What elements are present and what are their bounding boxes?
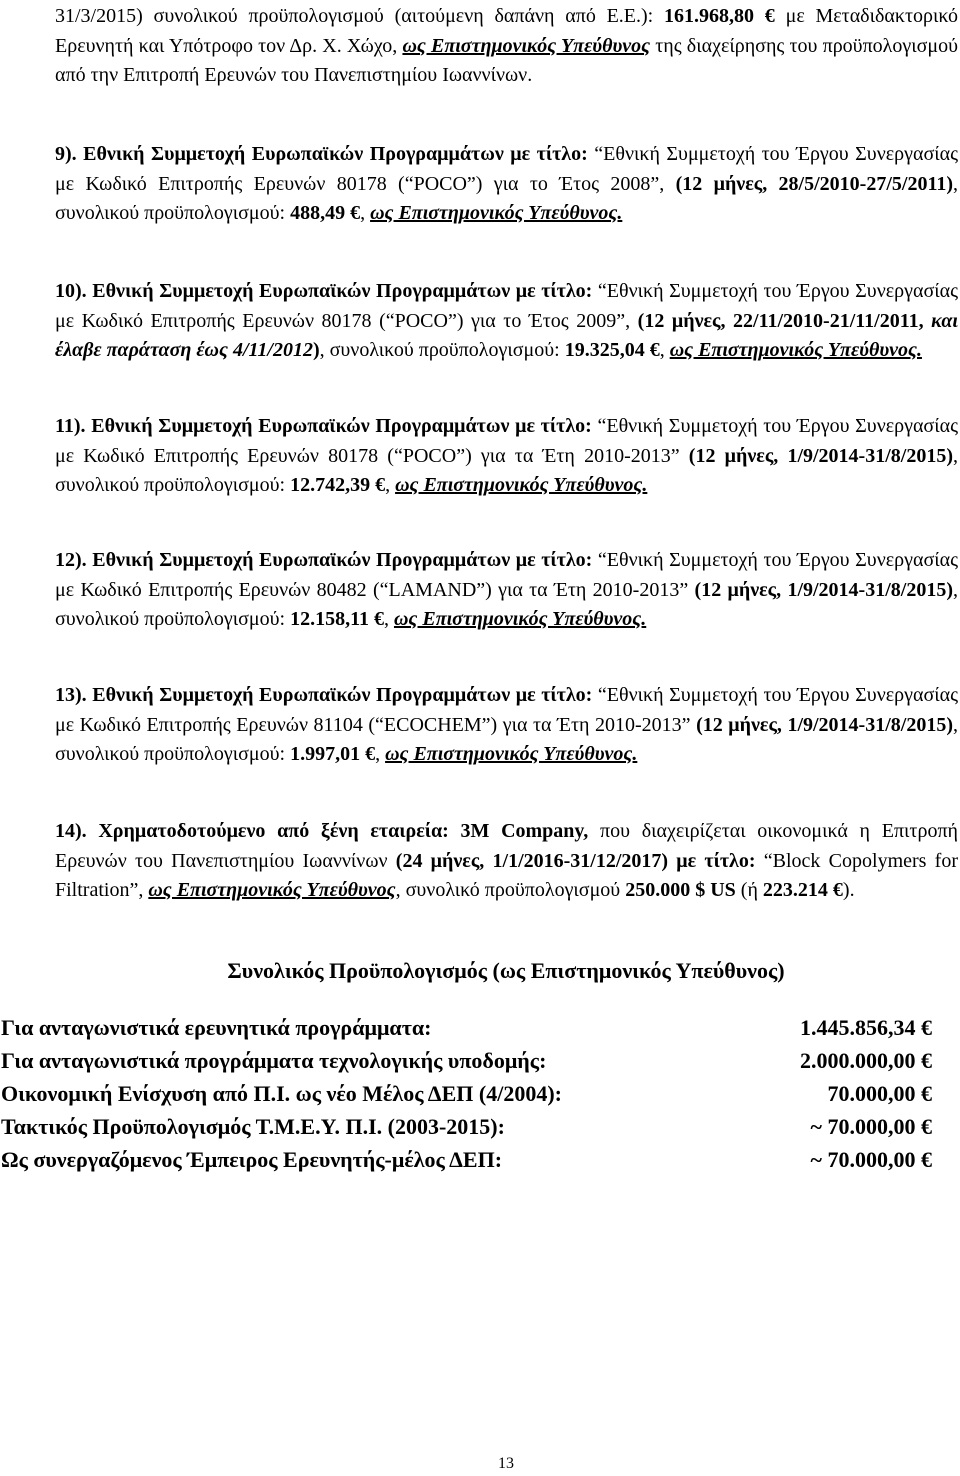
budget-amount: 161.968,80 € bbox=[664, 5, 775, 27]
project-dates: (12 μήνες, 22/11/2010-21/11/2011, bbox=[637, 309, 932, 332]
summary-label: Τακτικός Προϋπολογισμός Τ.Μ.Ε.Υ. Π.Ι. (2003-2015): bbox=[1, 1114, 505, 1139]
management-text: της διαχείρησης του προϋπολογισμού από την Επιτροπή Ερευνών του Πανεπιστημίου Ιωαννίνων. bbox=[55, 34, 959, 86]
summary-value: ~ 70.000,00 € bbox=[810, 1114, 932, 1139]
collaborator-text: με Μεταδιδακτορικό Ερευνητή και Υπότροφο τον Δρ. Χ. Χώχο, bbox=[55, 5, 959, 57]
summary-heading: Συνολικός Προϋπολογισμός (ως Επιστημονικός Υπεύθυνος) bbox=[227, 958, 785, 983]
summary-label: Για ανταγωνιστικά ερευνητικά προγράμματα: bbox=[1, 1015, 432, 1040]
project-dates: (24 μήνες, 1/1/2016-31/12/2017) με τίτλο: bbox=[395, 849, 756, 872]
project-title: “Εθνική Συμμετοχή του Έργου Συνεργασίας με Κωδικό Επιτροπής Ερευνών 80482 (“LAMAND”) για τα Έτη 2010-2013” bbox=[55, 549, 959, 601]
project-title: “Εθνική Συμμετοχή του Έργου Συνεργασίας με Κωδικό Επιτροπής Ερευνών 80178 (“POCO”) για το Έτος 2008”, bbox=[55, 143, 959, 195]
project-title: “Block Copolymers for Filtration”, bbox=[55, 849, 958, 901]
project-heading: 9). Εθνική Συμμετοχή Ευρωπαϊκών Προγραμμάτων με τίτλο: bbox=[55, 143, 588, 165]
budget-amount: 1.997,01 € bbox=[290, 743, 376, 765]
role-label: ως Επιστημονικός Υπεύθυνος. bbox=[370, 202, 623, 224]
paragraph-10: 10). Εθνική Συμμετοχή Ευρωπαϊκών Προγραμμάτων με τίτλο: “Εθνική Συμμετοχή του Έργου Συνεργασίας με Κωδικό Επιτροπής Ερευνών 80178 (“POCO”) για το Έτος 2009”, (12 μήνες, 22/11/2010-21/11/2011, και έλαβε παράταση έως 4/11/2012), συνολικού προϋπολογισμού: 19.325,04 €, ως Επιστημονικός Υπεύθυνος. bbox=[55, 280, 959, 361]
budget-amount: 12.742,39 € bbox=[290, 474, 386, 496]
project-dates: (12 μήνες, 1/9/2014-31/8/2015) bbox=[694, 578, 953, 601]
summary-value: 2.000.000,00 € bbox=[800, 1048, 932, 1073]
summary-label: Οικονομική Ενίσχυση από Π.Ι. ως νέο Μέλος ΔΕΠ (4/2004): bbox=[1, 1081, 562, 1106]
budget-text: , συνολικό προϋπολογισμού bbox=[395, 879, 626, 901]
budget-text: συνολικού προϋπολογισμού (αιτούμενη δαπάνη από Ε.Ε.): bbox=[142, 5, 665, 27]
management-text: που διαχειρίζεται οικονομικά η Επιτροπή Ερευνών του Πανεπιστημίου Ιωαννίνων bbox=[55, 820, 958, 872]
budget-text: , συνολικού προϋπολογισμού: bbox=[55, 444, 958, 496]
page-number: 13 bbox=[498, 1455, 514, 1472]
paragraph-11: 11). Εθνική Συμμετοχή Ευρωπαϊκών Προγραμμάτων με τίτλο: “Εθνική Συμμετοχή του Έργου Συνεργασίας με Κωδικό Επιτροπής Ερευνών 80178 (“POCO”) για τα Έτη 2010-2013” (12 μήνες, 1/9/2014-31/8/2015), συνολικού προϋπολογισμού: 12.742,39 €, ως Επιστημονικός Υπεύθυνος. bbox=[55, 415, 958, 496]
paragraph-8-continued bbox=[55, 2, 958, 91]
budget-text: , συνολικού προϋπολογισμού: bbox=[55, 172, 958, 224]
budget-text: , συνολικού προϋπολογισμού: bbox=[55, 578, 958, 630]
summary-row bbox=[0, 1077, 960, 1110]
project-heading: 13). Εθνική Συμμετοχή Ευρωπαϊκών Προγραμμάτων με τίτλο: bbox=[55, 684, 593, 706]
project-dates: (12 μήνες, 28/5/2010-27/5/2011) bbox=[675, 172, 953, 195]
project-dates: 31/3/2015) bbox=[55, 5, 143, 27]
summary-row bbox=[0, 1044, 960, 1077]
role-label: ως Επιστημονικός Υπεύθυνος. bbox=[393, 608, 647, 630]
budget-amount: 19.325,04 € bbox=[564, 339, 660, 361]
summary-row bbox=[0, 1110, 960, 1143]
extension-note: και έλαβε παράταση έως 4/11/2012 bbox=[55, 309, 958, 361]
project-dates: (12 μήνες, 1/9/2014-31/8/2015) bbox=[696, 713, 953, 736]
summary-label: Για ανταγωνιστικά προγράμματα τεχνολογικής υποδομής: bbox=[1, 1048, 547, 1073]
budget-amount: 488,49 € bbox=[290, 202, 361, 224]
budget-text: , συνολικού προϋπολογισμού: bbox=[55, 713, 958, 765]
summary-value: ~ 70.000,00 € bbox=[810, 1147, 932, 1172]
role-label: ως Επιστημονικός Υπεύθυνος. bbox=[385, 743, 638, 765]
role-label: ως Επιστημονικός Υπεύθυνος. bbox=[669, 339, 922, 361]
summary-table bbox=[0, 1011, 960, 1176]
project-heading: 14). Χρηματοδοτούμενο από ξένη εταιρεία: 3M Company, bbox=[55, 820, 589, 842]
project-title: “Εθνική Συμμετοχή του Έργου Συνεργασίας με Κωδικό Επιτροπής Ερευνών 80178 (“POCO”) για το Έτος 2009”, bbox=[55, 280, 959, 332]
paragraph-14: 14). Χρηματοδοτούμενο από ξένη εταιρεία: 3M Company, που διαχειρίζεται οικονομικά η Επιτροπή Ερευνών του Πανεπιστημίου Ιωαννίνων (24 μήνες, 1/1/2016-31/12/2017) με τίτλο: “Block Copolymers for Filtration”, ως Επιστημονικός Υπεύθυνος, συνολικό προϋπολογισμού 250.000 $ US (ή 223.214 €). bbox=[55, 820, 958, 901]
summary-row bbox=[0, 1143, 960, 1176]
summary-label: Ως συνεργαζόμενος Έμπειρος Ερευνητής-μέλος ΔΕΠ: bbox=[1, 1147, 503, 1172]
budget-amount: 12.158,11 € bbox=[290, 608, 384, 630]
paragraph-13: 13). Εθνική Συμμετοχή Ευρωπαϊκών Προγραμμάτων με τίτλο: “Εθνική Συμμετοχή του Έργου Συνεργασίας με Κωδικό Επιτροπής Ερευνών 81104 (“ECOCHEM”) για τα Έτη 2010-2013” (12 μήνες, 1/9/2014-31/8/2015), συνολικού προϋπολογισμού: 1.997,01 €, ως Επιστημονικός Υπεύθυνος. bbox=[55, 684, 959, 765]
paragraph-12: 12). Εθνική Συμμετοχή Ευρωπαϊκών Προγραμμάτων με τίτλο: “Εθνική Συμμετοχή του Έργου Συνεργασίας με Κωδικό Επιτροπής Ερευνών 80482 (“LAMAND”) για τα Έτη 2010-2013” (12 μήνες, 1/9/2014-31/8/2015), συνολικού προϋπολογισμού: 12.158,11 €, ως Επιστημονικός Υπεύθυνος. bbox=[55, 549, 959, 630]
summary-row bbox=[0, 1011, 960, 1044]
project-heading: 10). Εθνική Συμμετοχή Ευρωπαϊκών Προγραμμάτων με τίτλο: bbox=[55, 280, 593, 302]
role-label: ως Επιστημονικός Υπεύθυνος bbox=[402, 34, 651, 57]
paragraph-9: 9). Εθνική Συμμετοχή Ευρωπαϊκών Προγραμμάτων με τίτλο: “Εθνική Συμμετοχή του Έργου Συνεργασίας με Κωδικό Επιτροπής Ερευνών 80178 (“POCO”) για το Έτος 2008”, (12 μήνες, 28/5/2010-27/5/2011), συνολικού προϋπολογισμού: 488,49 €, ως Επιστημονικός Υπεύθυνος. bbox=[55, 143, 959, 224]
budget-text: , συνολικού προϋπολογισμού: bbox=[319, 339, 565, 361]
project-title: “Εθνική Συμμετοχή του Έργου Συνεργασίας με Κωδικό Επιτροπής Ερευνών 80178 (“POCO”) για τα Έτη 2010-2013” bbox=[55, 415, 958, 467]
budget-amount-eur: 223.214 € bbox=[762, 879, 843, 901]
project-dates: (12 μήνες, 1/9/2014-31/8/2015) bbox=[688, 444, 953, 467]
summary-value: 70.000,00 € bbox=[827, 1081, 932, 1106]
budget-amount-usd: 250.000 $ US bbox=[625, 879, 736, 901]
project-heading: 11). Εθνική Συμμετοχή Ευρωπαϊκών Προγραμμάτων με τίτλο: bbox=[55, 415, 592, 437]
role-label: ως Επιστημονικός Υπεύθυνος. bbox=[395, 474, 648, 496]
project-heading: 12). Εθνική Συμμετοχή Ευρωπαϊκών Προγραμμάτων με τίτλο: bbox=[55, 549, 593, 571]
project-title: “Εθνική Συμμετοχή του Έργου Συνεργασίας με Κωδικό Επιτροπής Ερευνών 81104 (“ECOCHEM”) για τα Έτη 2010-2013” bbox=[55, 684, 959, 736]
role-label: ως Επιστημονικός Υπεύθυνος bbox=[148, 879, 396, 901]
summary-value: 1.445.856,34 € bbox=[800, 1015, 932, 1040]
